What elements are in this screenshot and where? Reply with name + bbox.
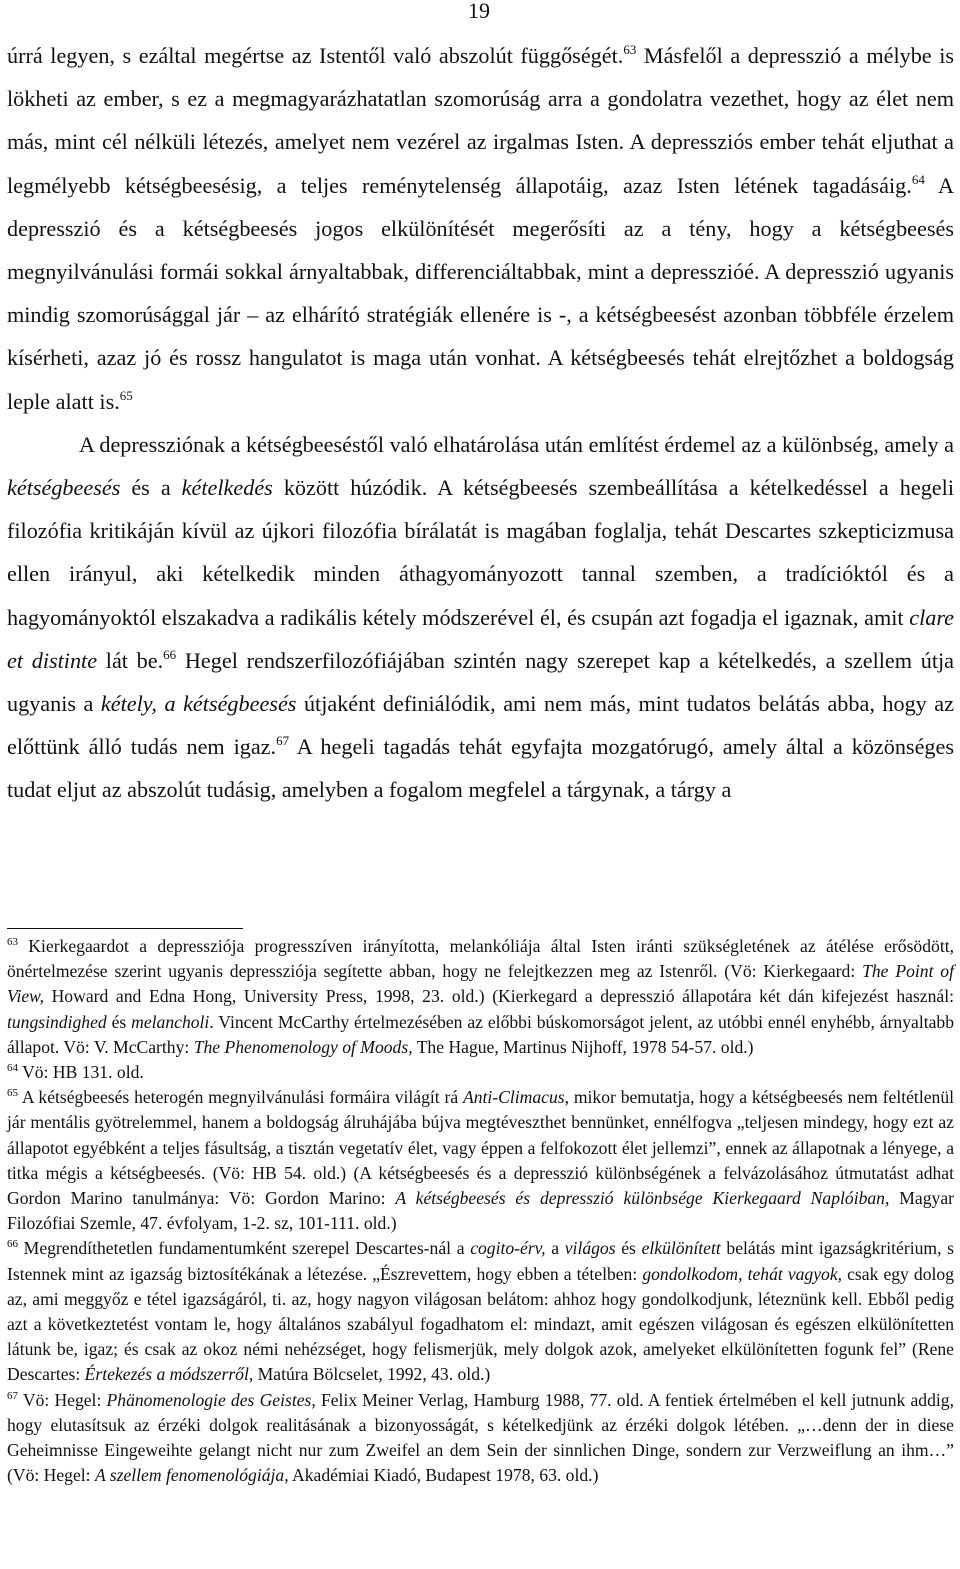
italic-title: The Point of View, — [7, 961, 954, 1007]
text-run: csak egy dolog az, ami meggyőz e tétel igazságáról, ti. az, hogy nagyon világosan belátom: ahhoz hogy gondolkodjunk, léteznünk kell. Ebből pedig azt a következtetést vontam le, hogy általános szabályul fogadhatom el: mindazt, amit egészen világosan és egészen elkülönítetten látunk be, igaz; és csak az okoz némi nehézséget, hogy felismerjük, mely dolgok azok, amelyeket elkülönítetten fogunk fel” (Rene Descartes: — [7, 1263, 955, 1385]
italic-title: A szellem fenomenológiája, — [94, 1465, 289, 1486]
text-run: és a — [120, 475, 182, 501]
footnote-number: 65 — [7, 1087, 18, 1100]
footnote-number: 63 — [7, 936, 18, 948]
italic-title: A kétségbeesés és depresszió különbsége Kierkegaard Naplóiban, — [395, 1188, 890, 1209]
text-run: úrrá legyen, s ezáltal megértse az Istentől való abszolút függőségét. — [7, 43, 624, 68]
text-run: Megrendíthetetlen fundamentumként szerepel Descartes-nál a — [18, 1238, 471, 1259]
text-run: A hegeli tagadás tehát egyfajta mozgatórugó, amely által a közönséges tudat eljut az abszolút tudásig, amelyben a fogalom megfelel a tárgynak, a tárgy a — [7, 734, 954, 803]
footnote-number: 66 — [7, 1238, 18, 1251]
text-run: A depressziónak a kétségbeeséstől való elhatárolása után említést érdemel az a különbség, amely a — [79, 431, 954, 457]
italic-term: kétségbeesés — [7, 475, 121, 501]
italic-term: cogito-érv, — [470, 1238, 546, 1259]
footnote-64 — [7, 1060, 954, 1085]
text-run: Kierkegaardot a depressziója progresszíven irányította, melankóliája által Isten iránti szükségletének az átélése erősödött, önértelmezése szerint ugyanis depressziója segítette abban, hogy ne felejtkezzen meg az Istenről. (Vö: Kierkegaard: — [7, 936, 954, 982]
main-text — [7, 34, 954, 812]
italic-title: The Phenomenology of Moods, — [193, 1036, 413, 1057]
page-number: 19 — [468, 0, 490, 23]
italic-term: melancholi — [131, 1011, 210, 1032]
text-run: és — [615, 1238, 642, 1259]
footnote-separator — [7, 928, 243, 929]
italic-title: Értekezés a módszerről, — [84, 1364, 254, 1385]
footnote-ref-65: 65 — [119, 387, 133, 403]
italic-term: Anti-Climacus — [462, 1087, 565, 1108]
italic-quote: gondolkodom, tehát vagyok, — [642, 1263, 843, 1284]
text-run: a — [545, 1238, 565, 1259]
text-run: The Hague, Martinus Nijhoff, 1978 54-57. old.) — [412, 1036, 754, 1057]
footnotes — [7, 934, 954, 1488]
italic-term: elkülönített — [641, 1238, 721, 1259]
footnote-ref-67: 67 — [276, 733, 290, 749]
text-run: útjaként definiálódik, ami nem más, mint tudatos belátás abba, hogy az előttünk álló tudás nem igaz. — [7, 691, 954, 760]
footnote-ref-64: 64 — [911, 171, 925, 187]
footnote-65 — [7, 1085, 954, 1236]
footnote-ref-66: 66 — [163, 646, 177, 662]
paragraph-2 — [7, 423, 954, 812]
footnote-67 — [7, 1388, 954, 1489]
text-run: között húzódik. A kétségbeesés szembeállítása a kételkedéssel a hegeli filozófia kritikáján kívül az újkori filozófia bírálatát is magában foglalja, tehát Descartes szkepticizmusa ellen irányul, aki kételkedik minden áthagyományozott tannal szemben, a tradícióktól és a hagyományoktól elszakadva a radikális kétely módszerével él, és csupán azt fogadja el igaznak, amit — [7, 475, 954, 630]
text-run: A depresszió és a kétségbeesés jogos elkülönítését megerősíti az a tény, hogy a kétségbeesés megnyilvánulási formái sokkal árnyaltabbak, differenciáltabbak, mint a depresszióé. A depresszió ugyanis mindig szomorúsággal jár – az elhárító stratégiák ellenére is -, a kétségbeesést azonban többféle érzelem kísérheti, azaz jó és rossz hangulatot is maga után vonhat. A kétségbeesés tehát elrejtőzhet a boldogság leple alatt is. — [7, 172, 954, 414]
text-run: , mikor bemutatja, hogy a kétségbeesés nem feltétlenül jár mentális gyötrelemmel, hanem a boldogság álruhájába bújva megtéveszthet bennünket, ennélfogva „teljesen mindegy, hogy ezt az állapotot egyébként a teljes fásultság, a tisztán vegetatív élet, vagy éppen a felfokozott élet jellemzi”, ennek az állapotnak a lényege, a titka mégis a kétségbeesés. (Vö: HB 54. old.) (A kétségbeesés és a depresszió különbségének a felvázolásához útmutatást adhat Gordon Marino tanulmánya: Vö: Gordon Marino: — [7, 1087, 955, 1209]
italic-term: kétely, a kétségbeesés — [100, 691, 297, 717]
text-run: Másfelől a depresszió a mélybe is lökheti az ember, s ez a megmagyarázhatatlan szomorúság arra a gondolatra vezethet, hogy az élet nem más, mint cél nélküli létezés, amelyet nem vezérel az irgalmas Isten. A depressziós ember tehát eljuthat a legmélyebb kétségbeesésig, a teljes reménytelenség állapotáig, azaz Isten létének tagadásáig. — [7, 43, 954, 198]
text-run: Matúra Bölcselet, 1992, 43. old.) — [253, 1364, 491, 1385]
text-run: Akadémiai Kiadó, Budapest 1978, 63. old.) — [288, 1465, 599, 1486]
text-run: Hegel rendszerfilozófiájában szintén nagy szerepet kap a kételkedés, a szellem útja ugyanis a — [7, 647, 954, 717]
italic-term: tungsindighed — [7, 1011, 107, 1032]
text-run: Magyar Filozófiai Szemle, 47. évfolyam, 1-2. sz, 101-111. old.) — [7, 1188, 954, 1234]
text-run: belátás mint igazságkritérium, s Istennek mint az igazság biztosítékának a létezése. „Észrevettem, hogy ebben a tételben: — [7, 1238, 954, 1284]
footnote-66 — [7, 1236, 954, 1387]
text-run: Howard and Edna Hong, University Press, 1998, 23. old.) (Kierkegard a depresszió állapotára két dán kifejezést használ: — [43, 986, 954, 1007]
italic-title: Phänomenologie des Geistes, — [106, 1389, 316, 1410]
footnote-number: 64 — [7, 1062, 18, 1075]
footnote-ref-63: 63 — [623, 42, 637, 57]
text-run: A kétségbeesés heterogén megnyilvánulási formáira világít rá — [18, 1087, 463, 1108]
text-run: Felix Meiner Verlag, Hamburg 1988, 77. old. A fentiek értelmében el kell jutnunk addig, hogy elutasítsuk az érzéki dolgok realitásának a bizonyosságát, s kételkedjünk az érzéki dolgok létében. „…denn der in diese Geheimnisse Eingeweihte gelangt nicht nur zum Zweifel an dem Sein der sinnlichen Dinge, sondern zur Verzweiflung an ihm…” (Vö: Hegel: — [7, 1389, 954, 1486]
italic-term: clare et distinte — [7, 604, 954, 673]
text-run: lát be. — [97, 647, 164, 673]
footnote-63 — [7, 934, 954, 1060]
italic-term: kételkedés — [181, 475, 273, 501]
paragraph-1 — [7, 34, 954, 423]
text-run: Vö: Hegel: — [18, 1389, 107, 1410]
footnote-number: 67 — [7, 1389, 18, 1402]
text-run: . Vincent McCarthy értelmezésében az előbbi búskomorságot jelent, az utóbbi ennél enyhébb, árnyaltabb állapot. Vö: V. McCarthy: — [7, 1011, 954, 1057]
text-run: és — [106, 1011, 132, 1032]
text-run: Vö: HB 131. old. — [18, 1062, 144, 1083]
italic-term: világos — [564, 1238, 616, 1259]
